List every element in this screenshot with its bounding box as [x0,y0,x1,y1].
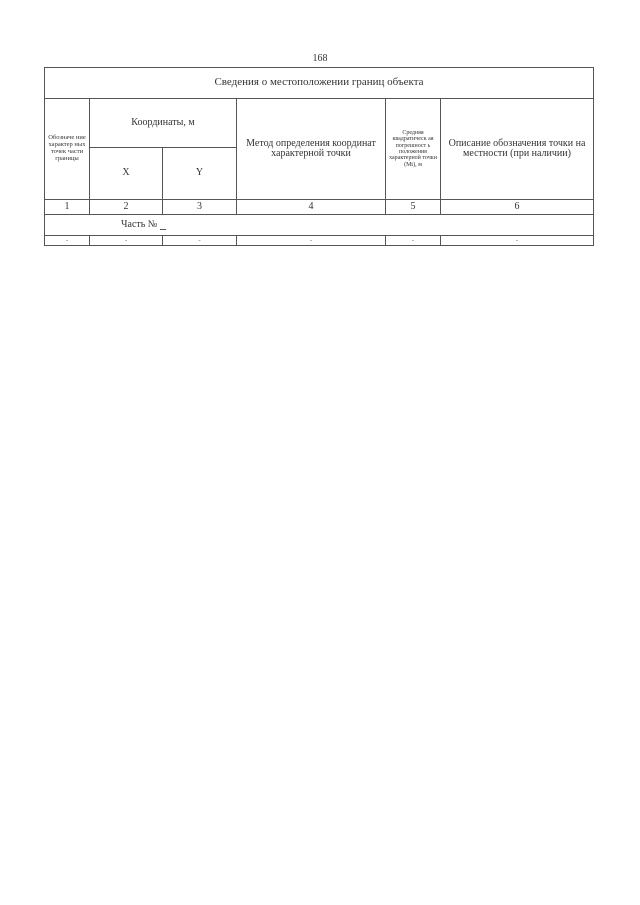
header-y: Y [163,148,237,200]
column-number: 3 [163,200,237,215]
column-number: 1 [45,200,90,215]
table-title: Сведения о местоположении границ объекта [45,68,594,99]
part-label-cell [45,215,594,236]
part-label: Часть № [121,218,158,230]
empty-cell: - [441,236,594,246]
part-row [45,215,594,236]
header-point-designation: Обозначе ние характер ных точек части границы [45,99,90,200]
empty-cell: - [163,236,237,246]
empty-data-row [45,236,594,246]
header-method: Метод определения координат характерной точки [237,99,386,200]
empty-cell: - [386,236,441,246]
empty-cell: - [237,236,386,246]
part-number-blank [160,221,166,230]
page-number: 168 [312,53,328,64]
empty-cell: - [90,236,163,246]
column-number: 4 [237,200,386,215]
boundary-info-table [44,67,594,246]
header-x: X [90,148,163,200]
column-number: 6 [441,200,594,215]
header-coordinates: Координаты, м [90,99,237,148]
column-number: 5 [386,200,441,215]
header-accuracy: Средняя квадратическ ая погрешност ь положения характерной точки (Mt), м [386,99,441,200]
column-number-row [45,200,594,215]
header-description: Описание обозначения точки на местности (при наличии) [441,99,594,200]
empty-cell: - [45,236,90,246]
column-number: 2 [90,200,163,215]
